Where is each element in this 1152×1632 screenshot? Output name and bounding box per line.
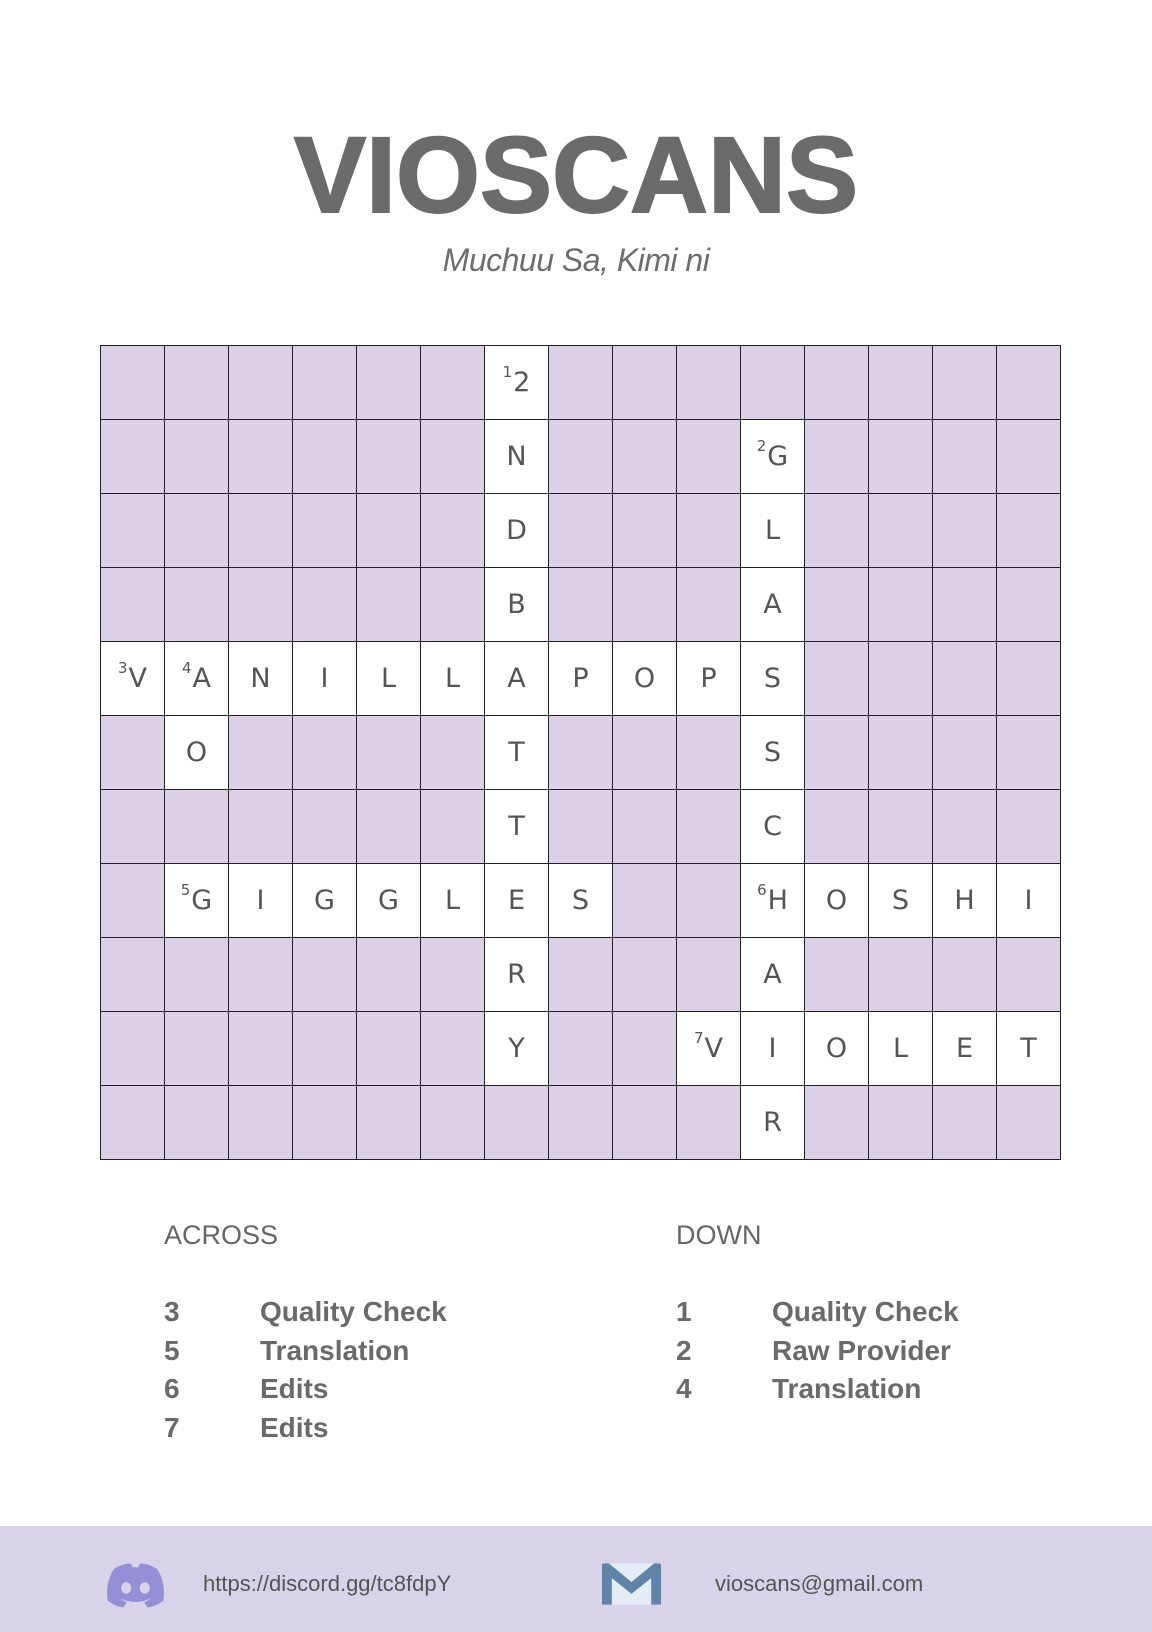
crossword-cell xyxy=(165,716,229,790)
shaded-cell xyxy=(741,346,805,420)
crossword-cell xyxy=(485,568,549,642)
shaded-cell xyxy=(357,716,421,790)
shaded-cell xyxy=(805,642,869,716)
crossword-cell xyxy=(485,642,549,716)
shaded-cell xyxy=(933,494,997,568)
shaded-cell xyxy=(485,1086,549,1160)
crossword-cell xyxy=(805,864,869,938)
shaded-cell xyxy=(165,938,229,1012)
cell-letter: A xyxy=(192,662,212,694)
crossword-cell xyxy=(997,1012,1061,1086)
shaded-cell xyxy=(933,938,997,1012)
shaded-cell xyxy=(229,938,293,1012)
shaded-cell xyxy=(293,346,357,420)
shaded-cell xyxy=(997,642,1061,716)
shaded-cell xyxy=(229,346,293,420)
shaded-cell xyxy=(229,568,293,642)
page-title: VIOSCANS xyxy=(293,114,859,235)
shaded-cell xyxy=(165,1012,229,1086)
shaded-cell xyxy=(357,790,421,864)
clue-label: Edits xyxy=(260,1412,329,1443)
cell-letter: O xyxy=(825,1032,848,1064)
crossword-cell xyxy=(741,568,805,642)
clue-label: Quality Check xyxy=(260,1296,447,1327)
crossword-cell xyxy=(229,642,293,716)
crossword-cell xyxy=(741,1086,805,1160)
cell-letter: L xyxy=(764,514,781,546)
shaded-cell xyxy=(101,790,165,864)
crossword-cell xyxy=(549,642,613,716)
shaded-cell xyxy=(357,420,421,494)
shaded-cell xyxy=(997,1086,1061,1160)
shaded-cell xyxy=(805,494,869,568)
shaded-cell xyxy=(677,938,741,1012)
crossword-cell xyxy=(613,642,677,716)
footer-band xyxy=(0,1526,1152,1632)
shaded-cell xyxy=(997,346,1061,420)
shaded-cell xyxy=(869,420,933,494)
cell-letter: E xyxy=(507,884,526,916)
shaded-cell xyxy=(229,494,293,568)
across-clue xyxy=(164,1295,584,1329)
shaded-cell xyxy=(101,420,165,494)
shaded-cell xyxy=(549,1012,613,1086)
mail-icon xyxy=(600,1559,663,1609)
cell-letter: C xyxy=(763,810,782,842)
shaded-cell xyxy=(421,420,485,494)
shaded-cell xyxy=(805,346,869,420)
cell-letter: G xyxy=(767,440,789,472)
crossword-cell xyxy=(741,864,805,938)
crossword-cell xyxy=(805,1012,869,1086)
across-clue xyxy=(164,1411,584,1445)
shaded-cell xyxy=(229,1012,293,1086)
shaded-cell xyxy=(421,1012,485,1086)
shaded-cell xyxy=(869,642,933,716)
crossword-cell xyxy=(485,420,549,494)
shaded-cell xyxy=(357,938,421,1012)
crossword-cell xyxy=(293,864,357,938)
crossword-cell xyxy=(165,642,229,716)
clue-label: Quality Check xyxy=(772,1296,959,1327)
crossword-grid xyxy=(100,345,1061,1160)
crossword-cell xyxy=(869,1012,933,1086)
clue-number: 4 xyxy=(676,1373,692,1404)
shaded-cell xyxy=(293,494,357,568)
shaded-cell xyxy=(101,864,165,938)
crossword-cell xyxy=(677,1012,741,1086)
down-clue xyxy=(676,1372,1096,1406)
shaded-cell xyxy=(613,790,677,864)
shaded-cell xyxy=(869,568,933,642)
shaded-cell xyxy=(677,864,741,938)
shaded-cell xyxy=(549,1086,613,1160)
crossword-cell xyxy=(741,938,805,1012)
cell-letter: S xyxy=(763,736,782,768)
cell-letter: S xyxy=(891,884,910,916)
clue-label: Edits xyxy=(260,1373,329,1404)
clue-number-marker: 4 xyxy=(181,659,192,677)
shaded-cell xyxy=(101,938,165,1012)
shaded-cell xyxy=(805,1086,869,1160)
clue-label: Translation xyxy=(772,1373,922,1404)
clue-label: Translation xyxy=(260,1335,410,1366)
shaded-cell xyxy=(101,1086,165,1160)
shaded-cell xyxy=(869,716,933,790)
crossword-cell xyxy=(485,1012,549,1086)
shaded-cell xyxy=(933,790,997,864)
across-heading: ACROSS xyxy=(164,1220,279,1250)
shaded-cell xyxy=(805,568,869,642)
shaded-cell xyxy=(997,716,1061,790)
shaded-cell xyxy=(101,494,165,568)
shaded-cell xyxy=(357,568,421,642)
cell-letter: P xyxy=(572,662,589,694)
crossword-cell xyxy=(485,790,549,864)
cell-letter: G xyxy=(378,884,399,916)
shaded-cell xyxy=(229,716,293,790)
crossword-cell xyxy=(485,938,549,1012)
cell-letter: V xyxy=(704,1032,724,1064)
shaded-cell xyxy=(805,420,869,494)
crossword-cell xyxy=(549,864,613,938)
shaded-cell xyxy=(421,1086,485,1160)
cell-letter: N xyxy=(506,440,527,472)
shaded-cell xyxy=(229,1086,293,1160)
shaded-cell xyxy=(101,346,165,420)
cell-letter: D xyxy=(506,514,527,546)
cell-letter: N xyxy=(250,662,271,694)
shaded-cell xyxy=(293,1086,357,1160)
shaded-cell xyxy=(165,568,229,642)
cell-letter: L xyxy=(444,662,461,694)
crossword-cell xyxy=(933,1012,997,1086)
clue-number-marker: 2 xyxy=(756,437,767,455)
shaded-cell xyxy=(549,568,613,642)
shaded-cell xyxy=(421,790,485,864)
crossword-cell xyxy=(229,864,293,938)
shaded-cell xyxy=(357,494,421,568)
shaded-cell xyxy=(933,1086,997,1160)
shaded-cell xyxy=(997,420,1061,494)
crossword-cell xyxy=(933,864,997,938)
shaded-cell xyxy=(997,790,1061,864)
crossword-cell xyxy=(485,346,549,420)
crossword-cell xyxy=(293,642,357,716)
series-subtitle: Muchuu Sa, Kimi ni xyxy=(442,242,710,278)
shaded-cell xyxy=(613,568,677,642)
crossword-cell xyxy=(741,494,805,568)
clue-number: 1 xyxy=(676,1296,692,1327)
email-link[interactable]: vioscans@gmail.com xyxy=(715,1571,924,1596)
cell-letter: G xyxy=(314,884,335,916)
shaded-cell xyxy=(677,716,741,790)
shaded-cell xyxy=(677,1086,741,1160)
down-clue xyxy=(676,1295,1096,1329)
clue-number-marker: 6 xyxy=(757,881,767,899)
cell-letter: A xyxy=(763,958,782,990)
shaded-cell xyxy=(165,790,229,864)
cell-letter: T xyxy=(1020,1032,1037,1064)
shaded-cell xyxy=(933,642,997,716)
shaded-cell xyxy=(421,346,485,420)
cell-letter: S xyxy=(571,884,590,916)
clue-number-marker: 1 xyxy=(502,363,513,381)
cell-letter: Y xyxy=(508,1032,525,1064)
shaded-cell xyxy=(357,1086,421,1160)
shaded-cell xyxy=(549,494,613,568)
cell-letter: O xyxy=(185,736,208,768)
down-heading: DOWN xyxy=(676,1220,762,1250)
clue-number-marker: 5 xyxy=(180,881,191,899)
shaded-cell xyxy=(357,346,421,420)
shaded-cell xyxy=(869,790,933,864)
shaded-cell xyxy=(805,938,869,1012)
shaded-cell xyxy=(677,494,741,568)
cell-letter: V xyxy=(128,662,148,694)
shaded-cell xyxy=(933,716,997,790)
cell-letter: O xyxy=(633,662,656,694)
shaded-cell xyxy=(293,1012,357,1086)
down-clue xyxy=(676,1334,1096,1368)
discord-icon xyxy=(104,1561,167,1608)
clue-number-marker: 7 xyxy=(693,1029,704,1047)
crossword-cell xyxy=(997,864,1061,938)
shaded-cell xyxy=(549,420,613,494)
across-clue xyxy=(164,1372,584,1406)
shaded-cell xyxy=(613,494,677,568)
cell-letter: I xyxy=(320,662,329,694)
shaded-cell xyxy=(997,568,1061,642)
crossword-cell xyxy=(357,642,421,716)
crossword-cell xyxy=(165,864,229,938)
shaded-cell xyxy=(101,716,165,790)
crossword-cell xyxy=(485,494,549,568)
cell-letter: A xyxy=(507,662,526,694)
crossword-cell xyxy=(741,420,805,494)
shaded-cell xyxy=(677,568,741,642)
shaded-cell xyxy=(613,1086,677,1160)
crossword-cell xyxy=(357,864,421,938)
shaded-cell xyxy=(421,938,485,1012)
shaded-cell xyxy=(101,1012,165,1086)
shaded-cell xyxy=(165,346,229,420)
shaded-cell xyxy=(933,568,997,642)
shaded-cell xyxy=(421,494,485,568)
shaded-cell xyxy=(421,568,485,642)
shaded-cell xyxy=(229,790,293,864)
shaded-cell xyxy=(549,938,613,1012)
shaded-cell xyxy=(677,346,741,420)
shaded-cell xyxy=(165,1086,229,1160)
clue-number: 2 xyxy=(676,1335,692,1366)
shaded-cell xyxy=(613,346,677,420)
shaded-cell xyxy=(549,346,613,420)
shaded-cell xyxy=(165,494,229,568)
clue-number: 5 xyxy=(164,1335,180,1366)
shaded-cell xyxy=(549,790,613,864)
shaded-cell xyxy=(293,420,357,494)
shaded-cell xyxy=(613,420,677,494)
clue-number: 6 xyxy=(164,1373,180,1404)
cell-letter: L xyxy=(892,1032,909,1064)
cell-letter: H xyxy=(954,884,975,916)
shaded-cell xyxy=(805,716,869,790)
cell-letter: I xyxy=(256,884,265,916)
shaded-cell xyxy=(869,494,933,568)
shaded-cell xyxy=(293,790,357,864)
shaded-cell xyxy=(869,938,933,1012)
crossword-cell xyxy=(421,642,485,716)
clue-number: 3 xyxy=(164,1296,180,1327)
cell-letter: 2 xyxy=(513,366,531,398)
shaded-cell xyxy=(357,1012,421,1086)
shaded-cell xyxy=(933,420,997,494)
cell-letter: I xyxy=(768,1032,777,1064)
shaded-cell xyxy=(869,1086,933,1160)
crossword-cell xyxy=(101,642,165,716)
shaded-cell xyxy=(997,494,1061,568)
shaded-cell xyxy=(229,420,293,494)
cell-letter: G xyxy=(191,884,213,916)
shaded-cell xyxy=(165,420,229,494)
shaded-cell xyxy=(101,568,165,642)
shaded-cell xyxy=(293,716,357,790)
clue-number: 7 xyxy=(164,1412,180,1443)
cell-letter: E xyxy=(955,1032,974,1064)
crossword-cell xyxy=(741,642,805,716)
cell-letter: H xyxy=(767,884,788,916)
cell-letter: R xyxy=(763,1106,782,1138)
cell-letter: T xyxy=(508,810,525,842)
shaded-cell xyxy=(613,1012,677,1086)
cell-letter: B xyxy=(507,588,526,620)
cell-letter: T xyxy=(508,736,525,768)
shaded-cell xyxy=(613,938,677,1012)
across-clue xyxy=(164,1334,584,1368)
crossword-cell xyxy=(677,642,741,716)
crossword-cell xyxy=(421,864,485,938)
cell-letter: P xyxy=(700,662,717,694)
shaded-cell xyxy=(933,346,997,420)
cell-letter: I xyxy=(1024,884,1033,916)
crossword-cell xyxy=(741,1012,805,1086)
shaded-cell xyxy=(549,716,613,790)
crossword-cell xyxy=(741,790,805,864)
cell-letter: S xyxy=(763,662,782,694)
shaded-cell xyxy=(677,790,741,864)
clue-label: Raw Provider xyxy=(772,1335,951,1366)
crossword-cell xyxy=(485,716,549,790)
cell-letter: L xyxy=(444,884,461,916)
shaded-cell xyxy=(613,716,677,790)
crossword-cell xyxy=(485,864,549,938)
cell-letter: L xyxy=(380,662,397,694)
cell-letter: O xyxy=(825,884,848,916)
shaded-cell xyxy=(293,938,357,1012)
shaded-cell xyxy=(677,420,741,494)
shaded-cell xyxy=(613,864,677,938)
shaded-cell xyxy=(293,568,357,642)
clue-number-marker: 3 xyxy=(117,659,128,677)
crossword-cell xyxy=(741,716,805,790)
shaded-cell xyxy=(997,938,1061,1012)
crossword-cell xyxy=(869,864,933,938)
cell-letter: R xyxy=(507,958,526,990)
discord-link[interactable]: https://discord.gg/tc8fdpY xyxy=(203,1571,452,1596)
shaded-cell xyxy=(805,790,869,864)
shaded-cell xyxy=(869,346,933,420)
shaded-cell xyxy=(421,716,485,790)
cell-letter: A xyxy=(763,588,782,620)
